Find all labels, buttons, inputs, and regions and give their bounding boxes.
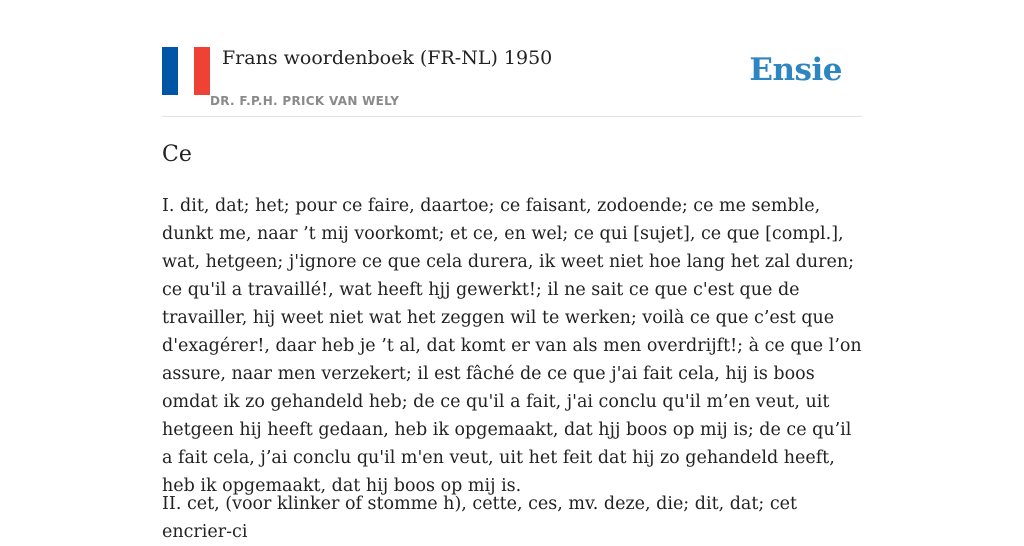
definition-paragraph-1: I. dit, dat; het; pour ce faire, daartoe; ce faisant, zodoende; ce me semble, dunkt me, naar ’t mij voorkomt; et ce, en wel; ce qui [sujet], ce que [compl.], wat, hetgeen; j'ignore ce que cela durera, ik weet niet hoe lang het zal duren; ce qu'il a travaillé!, wat heeft hjj gewerkt!; il ne sait ce que c'est que de travailler, hij weet niet wat het zeggen wil te werken; voilà ce que c’est que d'exagérer!, daar heb je ’t al, dat komt er van als men overdrijft!; à ce que l’on assure, naar men verzekert; il est fâché de ce que j'ai fait cela, hij is boos omdat ik zo gehandeld heb; de ce qu'il a fait, j'ai conclu qu'il m’en veut, uit hetgeen hij heeft gedaan, heb ik opgemaakt, dat hjj boos op mij is; de ce qu’il a fait cela, j’ai conclu qu'il m'en veut, uit het feit dat hij zo gehandeld heeft, heb ik opgemaakt, dat hij boos op mij is.: [162, 196, 862, 496]
flag-stripe-white: [178, 47, 194, 95]
flag-stripe-blue: [162, 47, 178, 95]
entry-headword: Ce: [162, 142, 192, 167]
definition-paragraph-2: II. cet, (voor klinker of stomme h), cette, ces, mv. deze, die; dit, dat; cet encrier-ci: [162, 494, 798, 542]
dictionary-title[interactable]: Frans woordenboek (FR-NL) 1950: [222, 47, 553, 69]
dictionary-header: [162, 40, 862, 117]
dictionary-author: DR. F.P.H. PRICK VAN WELY: [210, 94, 400, 108]
ensie-logo-link[interactable]: Ensie: [749, 52, 842, 88]
flag-stripe-red: [194, 47, 210, 95]
france-flag-icon: [162, 47, 210, 95]
